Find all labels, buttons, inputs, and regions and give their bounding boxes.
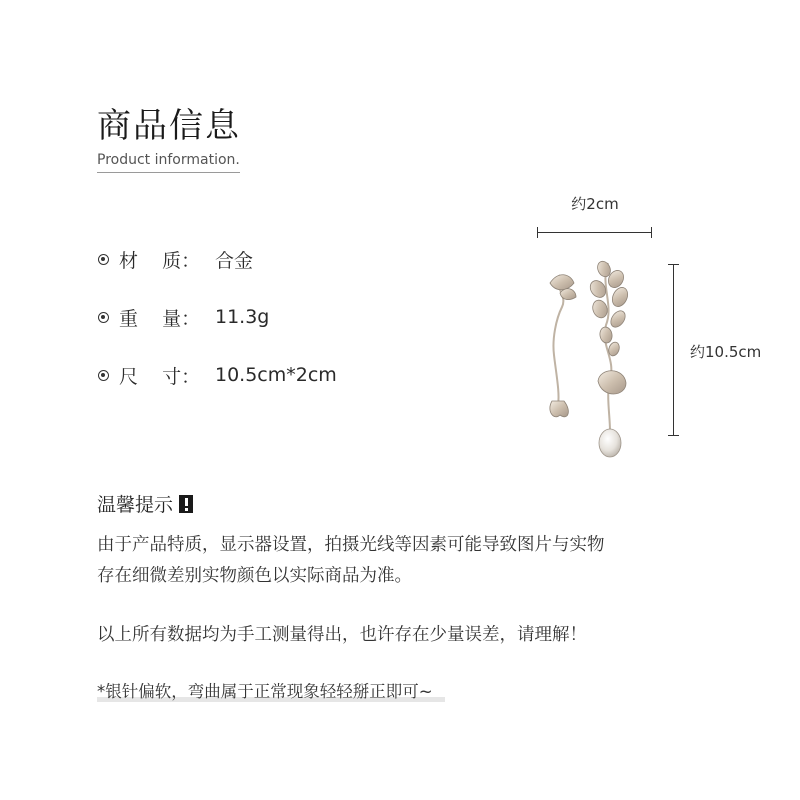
bullet-icon [98,254,109,265]
spec-value: 10.5cm*2cm [215,364,337,386]
height-dimension-line [673,264,674,436]
spec-value: 11.3g [215,306,270,328]
width-dimension-line [537,232,652,233]
spec-label: 尺 寸： [119,365,201,388]
spec-row-material [98,247,253,271]
tips-line-3: 以上所有数据均为手工测量得出，也许存在少量误差，请理解！ [97,625,587,645]
spec-value: 合金 [215,249,254,272]
height-dimension-label: 约10.5cm [690,343,762,361]
spec-label: 重 量： [119,307,201,330]
tips-note: *银针偏软，弯曲属于正常现象轻轻掰正即可~ [97,682,433,701]
spec-row-size [98,363,337,387]
spec-label: 材 质： [119,249,201,272]
tips-heading [97,490,193,517]
tips-line-2: 存在细微差别实物颜色以实际商品为准。 [97,566,412,586]
spec-row-weight [98,305,269,329]
tips-title: 温馨提示 [97,494,174,516]
bullet-icon [98,370,109,381]
width-dimension-label: 约2cm [571,195,619,213]
tips-line-1: 由于产品特质，显示器设置，拍摄光线等因素可能导致图片与实物 [97,535,605,555]
page-title: 商品信息 [97,106,241,146]
page-subtitle: Product information. [97,152,240,173]
earring-product-image [540,255,650,465]
bullet-icon [98,312,109,323]
exclamation-icon [179,495,193,513]
